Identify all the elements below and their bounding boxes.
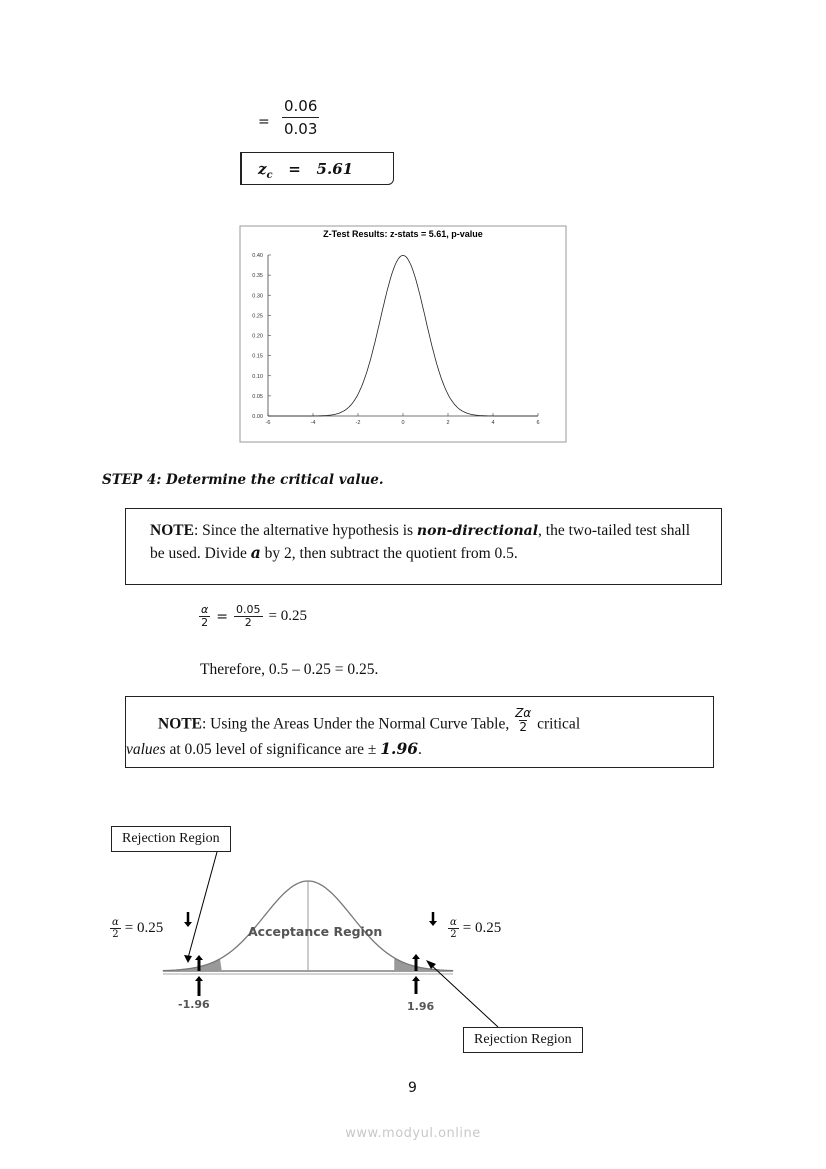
y-tick-label: 0.35 (252, 273, 263, 280)
den: 2 (244, 616, 252, 630)
y-tick-label: 0.00 (252, 414, 263, 420)
x-tick-label: -4 (310, 420, 316, 426)
note-label: NOTE (150, 522, 194, 539)
x-tick-label: 6 (536, 420, 540, 426)
frac (448, 917, 459, 940)
arrow-up-icon-head (195, 976, 203, 981)
y-tick-label: 0.10 (252, 373, 263, 380)
z-statistic (258, 160, 353, 181)
z-sub: c (266, 170, 273, 181)
watermark: www.modyul.online (345, 1126, 481, 1141)
num: 0.05 (236, 603, 261, 616)
therefore-line: Therefore, 0.5 – 0.25 = 0.25. (200, 661, 379, 678)
value: = 0.25 (462, 920, 502, 936)
x-tick-label: 2 (446, 420, 450, 426)
z-value: 5.61 (316, 160, 354, 178)
x-tick-label: -6 (265, 420, 271, 426)
page-number: 9 (408, 1080, 417, 1096)
equals-sign: = (258, 114, 270, 130)
rejection-region-label-right: Rejection Region (463, 1027, 583, 1053)
result: = 0.25 (268, 608, 307, 625)
x-tick-label: 0 (401, 420, 405, 426)
alpha-right (448, 917, 501, 940)
x-tick-label: 4 (491, 420, 495, 426)
alpha-calculation (199, 604, 307, 629)
y-tick-label: 0.30 (252, 293, 263, 300)
acceptance-region-label: Acceptance Region (248, 924, 383, 939)
y-tick-label: 0.25 (252, 313, 263, 320)
pointer-line-left (188, 852, 217, 958)
den: 2 (450, 929, 457, 940)
value: = 0.25 (124, 920, 164, 936)
y-tick-label: 0.20 (252, 333, 263, 340)
note-text: by 2, then subtract the quotient from 0.5. (260, 545, 518, 562)
note-text: values (126, 741, 166, 758)
note-1-text (150, 520, 701, 564)
z-eq: = (288, 160, 301, 178)
alpha-left (110, 917, 163, 940)
note-2-line-1 (158, 706, 581, 738)
right-rejection-area (394, 958, 453, 971)
fraction (282, 98, 319, 137)
y-tick-label: 0.05 (252, 393, 263, 400)
num: α (112, 917, 119, 928)
den: 2 (112, 929, 119, 940)
critical-left: -1.96 (178, 998, 210, 1011)
arrow-down-icon-head (429, 921, 437, 926)
note-text: , the two-tailed test shall be used. Divide (150, 522, 690, 562)
eq: = (216, 608, 228, 625)
value-fraction (234, 604, 263, 629)
z-var: z (258, 160, 267, 178)
arrow-up-icon-head (195, 955, 203, 960)
den: 2 (201, 616, 209, 630)
denominator: 0.03 (284, 119, 318, 138)
note-2-line-2 (126, 738, 422, 760)
note-emph: non-directional (416, 523, 539, 539)
note-text: . (418, 741, 422, 758)
alpha-fraction (199, 604, 210, 629)
note-text: : Since the alternative hypothesis is (193, 522, 417, 539)
frac (110, 917, 121, 940)
left-rejection-area (163, 959, 222, 971)
critical-value: 1.96 (380, 739, 419, 758)
num: α (450, 917, 457, 928)
critical-right: 1.96 (407, 1000, 435, 1013)
arrow-up-icon-head (412, 954, 420, 959)
pointer-line-right (430, 964, 498, 1027)
num: α (201, 603, 209, 616)
note-label: NOTE (158, 715, 202, 733)
num: Zα (515, 706, 532, 720)
alpha-symbol: a (250, 543, 261, 562)
den: 2 (519, 720, 527, 735)
pointer-head-left (184, 955, 192, 963)
z-alpha-fraction (513, 707, 533, 734)
note-box-1 (125, 508, 722, 585)
chart-title: Z-Test Results: z-stats = 5.61, p-value (323, 229, 483, 239)
rejection-region-label-left: Rejection Region (111, 826, 231, 852)
note-text: at 0.05 level of significance are ± (165, 741, 381, 758)
note-text: critical (533, 715, 581, 733)
arrow-down-icon-head (184, 922, 192, 927)
note-text: : Using the Areas Under the Normal Curve Table, (201, 715, 514, 733)
result-box (240, 152, 394, 185)
y-tick-label: 0.40 (252, 253, 263, 259)
y-tick-label: 0.15 (252, 353, 263, 360)
z-test-chart (238, 224, 568, 444)
numerator: 0.06 (282, 98, 319, 118)
step4-heading: STEP 4: Determine the critical value. (102, 472, 384, 488)
arrow-up-icon-head (412, 976, 420, 981)
chart-frame (240, 226, 566, 442)
x-tick-label: -2 (355, 420, 361, 426)
note-box-2 (125, 696, 714, 768)
